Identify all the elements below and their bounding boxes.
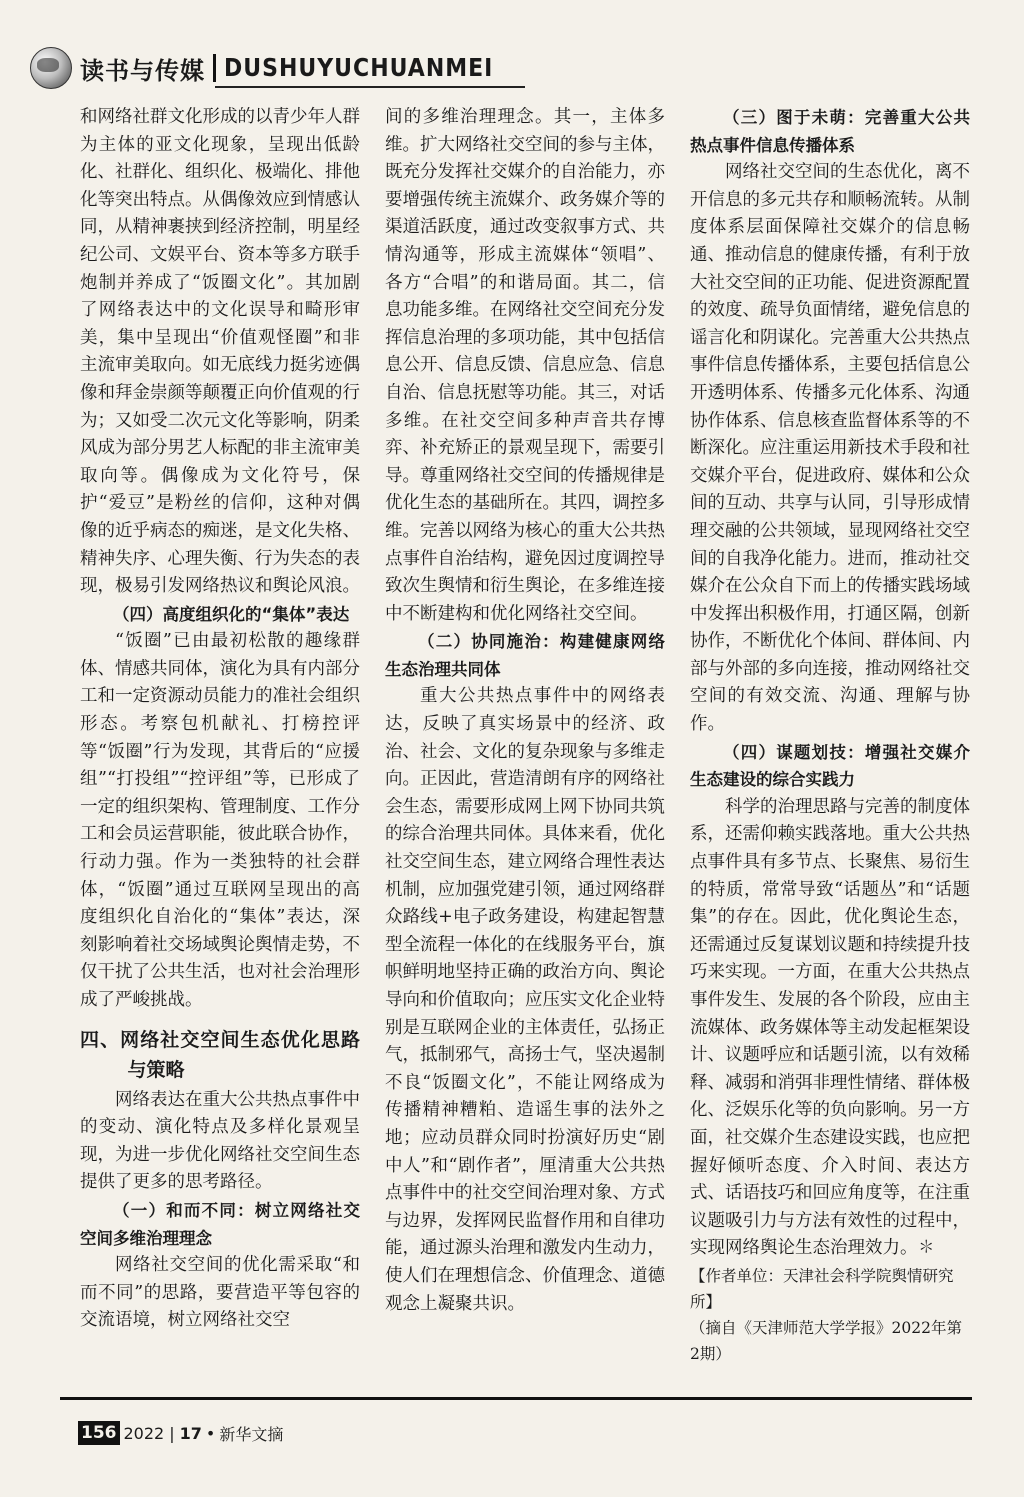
page-footer (78, 1420, 283, 1446)
globe-logo-icon (30, 47, 72, 89)
page-number: 156 (78, 1421, 120, 1445)
paragraph: 重大公共热点事件中的网络表达，反映了真实场景中的经济、政治、社会、文化的复杂现象与多维走向。正因此，营造清朗有序的网络社会生态，需要形成网上网下协同共筑的综合治理共同体。具体来看，优化社交空间生态，建立网络合理性表达机制，应加强党建引领，通过网络群众路线+电子政务建设，构建起智慧型全流程一体化的在线服务平台，旗帜鲜明地坚持正确的政治方向、舆论导向和价值取向；应压实文化企业特别是互联网企业的主体责任，弘扬正气，抵制邪气，高扬士气，坚决遏制不良“饭圈文化”，不能让网络成为传播精神糟粕、造谣生事的法外之地；应动员群众同时扮演好历史“剧中人”和“剧作者”，厘清重大公共热点事件中的社交空间治理对象、方式与边界，发挥网民监督作用和自律功能，通过源头治理和激发内生动力，使人们在理想信念、价值理念、道德观念上凝聚共识。 (385, 686, 665, 1314)
text-column-3 (690, 104, 970, 1367)
magazine-name: 新华文摘 (219, 1424, 284, 1444)
subheading: （二）协同施治：构建健康网络生态治理共同体 (385, 632, 665, 679)
header-divider (213, 54, 216, 82)
paragraph: 网络社交空间的生态优化，离不开信息的多元共存和顺畅流转。从制度体系层面保障社交媒介的信息畅通、推动信息的健康传播，有利于放大社交空间的正功能、促进资源配置的效度、疏导负面情绪，避免信息的谣言化和阴谋化。完善重大公共热点事件信息传播体系，主要包括信息公开透明体系、传播多元化体系、沟通协作体系、信息核查监督体系等的不断深化。应注重运用新技术手段和社交媒介平台，促进政府、媒体和公众间的互动、共享与认同，引导形成情理交融的公共领域，显现网络社交空间的自我净化能力。进而，推动社交媒介在公众自下而上的传播实践场域中发挥出积极作用，打通区隔，创新协作，不断优化个体间、群体间、内部与外部的多向连接，推动网络社交空间的有效交流、沟通、理解与协作。 (690, 162, 970, 735)
paragraph: 间的多维治理理念。其一，主体多维。扩大网络社交空间的参与主体，既充分发挥社交媒介的自治能力，亦要增强传统主流媒介、政务媒介等的渠道活跃度，通过改变叙事方式、共情沟通等，形成主流媒体“领唱”、各方“合唱”的和谐局面。其二，信息功能多维。在网络社交空间充分发挥信息治理的多项功能，其中包括信息公开、信息反馈、信息应急、信息自治、信息抚慰等功能。其三，对话多维。在社交空间多种声音共存博弈、补充矫正的景观呈现下，需要引导。尊重网络社交空间的传播规律是优化生态的基础所在。其四，调控多维。完善以网络为核心的重大公共热点事件自治结构，避免因过度调控导致次生舆情和衍生舆论，在多维连接中不断建构和优化网络社交空间。 (385, 107, 665, 624)
paragraph: 科学的治理思路与完善的制度体系，还需仰赖实践落地。重大公共热点事件具有多节点、长聚焦、易衍生的特质，常常导致“话题丛”和“话题集”的存在。因此，优化舆论生态，还需通过反复谋划议题和持续提升技巧来实现。一方面，在重大公共热点事件发生、发展的各个阶段，应由主流媒体、政务媒体等主动发起框架设计、议题呼应和话题引流，以有效稀释、减弱和消弭非理性情绪、群体极化、泛娱乐化等的负向影响。另一方面，社交媒介生态建设实践，也应把握好倾听态度、介入时间、表达方式、话语技巧和回应角度等，在注重议题吸引力与方法有效性的过程中，实现网络舆论生态治理效力。✽ (690, 796, 970, 1259)
paragraph: “饭圈”已由最初松散的趣缘群体、情感共同体，演化为具有内部分工和一定资源动员能力的准社会组织形态。考察包机献礼、打榜控评等“饭圈”行为发现，其背后的“应援组”“打投组”“控评组”等，已形成了一定的组织架构、管理制度、工作分工和会员运营职能，彼此联合协作，行动力强。作为一类独特的社会群体，“饭圈”通过互联网呈现出的高度组织化自治化的“集体”表达，深刻影响着社交场域舆论舆情走势，不仅干扰了公共生活，也对社会治理形成了严峻挑战。 (80, 631, 360, 1010)
subheading: （三）图于未萌：完善重大公共热点事件信息传播体系 (690, 108, 970, 155)
paragraph: 和网络社群文化形成的以青少年人群为主体的亚文化现象，呈现出低龄化、社群化、组织化、极端化、排他化等突出特点。从偶像效应到情感认同，从精神裹挟到经济控制，明星经纪公司、文娱平台、资本等多方联手炮制并养成了“饭圈文化”。其加剧了网络表达中的文化误导和畸形审美，集中呈现出“价值观怪圈”和非主流审美取向。如无底线力挺劣迹偶像和拜金崇颜等颠覆正向价值观的行为；又如受二次元文化等影响，阴柔风成为部分男艺人标配的非主流审美取向等。偶像成为文化符号，保护“爱豆”是粉丝的信仰，这种对偶像的近乎病态的痴迷，是文化失格、精神失序、心理失衡、行为失态的表现，极易引发网络热议和舆论风浪。 (80, 107, 360, 597)
section-heading: 四、网络社交空间生态优化思路与策略 (80, 1028, 360, 1081)
footer-rule (60, 1397, 972, 1400)
footer-dot: • (205, 1423, 216, 1443)
issue-year: 2022 (123, 1423, 165, 1443)
paragraph: 网络社交空间的优化需采取“和而不同”的思路，要营造平等包容的交流语境，树立网络社交空 (80, 1255, 360, 1331)
text-column-2 (385, 104, 665, 1318)
text-column-1 (80, 104, 360, 1335)
header-rule (215, 86, 525, 88)
magazine-column-title: 读书与传媒 (80, 56, 205, 85)
source-citation: （摘自《天津师范大学学报》2022年第2期） (690, 1318, 962, 1363)
subheading: （一）和而不同：树立网络社交空间多维治理理念 (80, 1200, 360, 1248)
issue-number: 17 (179, 1423, 202, 1443)
subheading: （四）高度组织化的“集体”表达 (113, 604, 350, 624)
footer-separator: | (169, 1423, 175, 1443)
author-affiliation: 【作者单位：天津社会科学院舆情研究所】 (690, 1266, 954, 1311)
paragraph: 网络表达在重大公共热点事件中的变动、演化特点及多样化景观呈现，为进一步优化网络社交空间生态提供了更多的思考路径。 (80, 1089, 360, 1193)
magazine-column-pinyin: DUSHUYUCHUANMEI (224, 53, 494, 83)
subheading: （四）谋题划技：增强社交媒介生态建设的综合实践力 (690, 742, 970, 790)
